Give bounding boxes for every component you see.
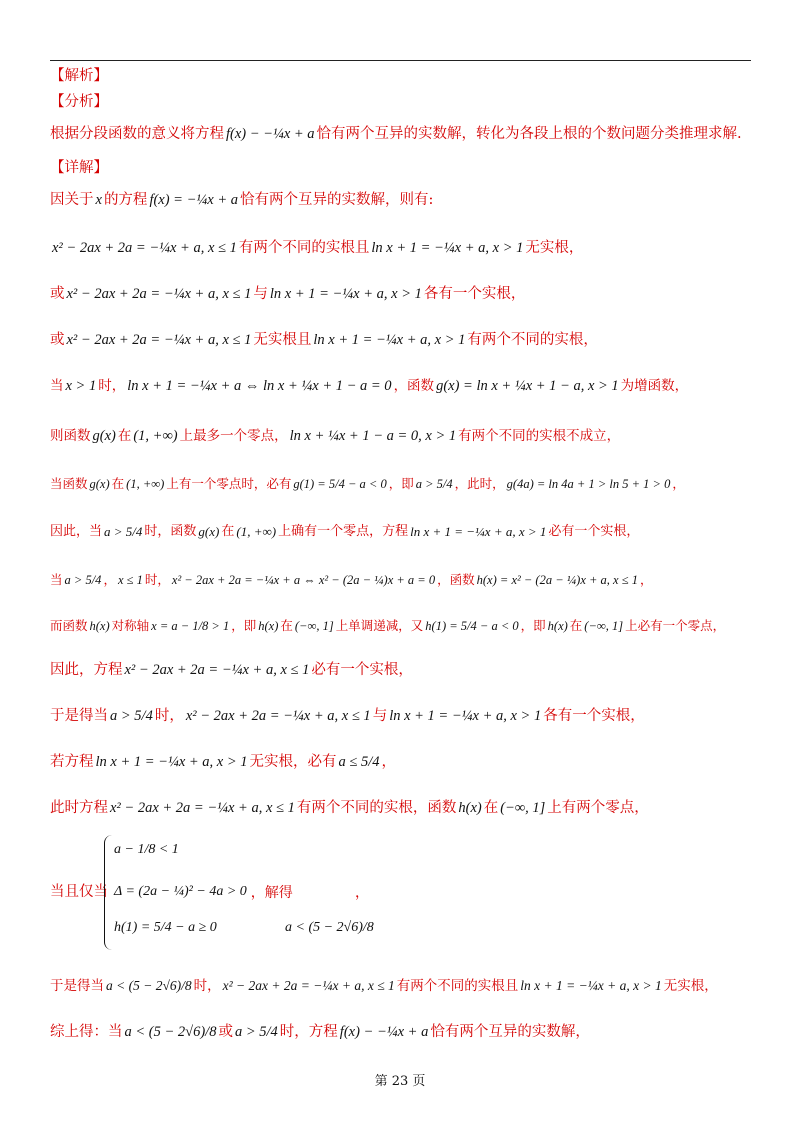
system-eq-1: a − 1/8 < 1 [114, 842, 179, 857]
analysis-line: 根据分段函数的意义将方程 f(x) − −¼x + a 恰有两个互异的实数解，转化为各段上根的个数问题分类推理求解. [50, 126, 742, 142]
step-line-7: 当函数 g(x) 在 (1, +∞) 上有一个零点时，必有 g(1) = 5/4 − a < 0 ，即 a > 5/4 ，此时， g(4a) = ln 4a + 1 > ln 5 + 1 > 0 ， [50, 476, 685, 491]
step-line-10: 而函数 h(x) 对称轴 x = a − 1/8 > 1 ，即 h(x) 在 (−∞, 1] 上单调递减，又 h(1) = 5/4 − a < 0 ，即 h(x) 在 (−∞, 1] 上必有一个零点， [50, 618, 726, 633]
step-line-13: 若方程 ln x + 1 = −¼x + a, x > 1 无实根，必有 a ≤ 5/4 ， [50, 754, 397, 770]
step-line-4: 或 x² − 2ax + 2a = −¼x + a, x ≤ 1 无实根且 ln x + 1 = −¼x + a, x > 1 有两个不同的实根， [50, 332, 598, 348]
step-line-3: 或 x² − 2ax + 2a = −¼x + a, x ≤ 1 与 ln x + 1 = −¼x + a, x > 1 各有一个实根， [50, 286, 526, 302]
system-eq-3: h(1) = 5/4 − a ≥ 0 [114, 920, 217, 935]
system-eq-2: Δ = (2a − ¼)² − 4a > 0 ，解得 [114, 884, 293, 901]
conclusion-line: 综上得：当 a < (5 − 2√6)/8 或 a > 5/4 时，方程 f(x) − −¼x + a 恰有两个互异的实数解， [50, 1024, 590, 1040]
page-number: 第 23 页 [374, 1074, 426, 1089]
step-line-11: 因此，方程 x² − 2ax + 2a = −¼x + a, x ≤ 1 必有一个实根， [50, 662, 413, 678]
top-rule [50, 60, 751, 61]
system-result: a < (5 − 2√6)/8 [285, 920, 374, 935]
step-line-9: 当 a > 5/4 ， x ≤ 1 时， x² − 2ax + 2a = −¼x + a ⇔ x² − (2a − ¼)x + a = 0 ，函数 h(x) = x² − (2a − ¼)x + a, x ≤ 1 ， [50, 572, 653, 587]
step-line-14: 此时方程 x² − 2ax + 2a = −¼x + a, x ≤ 1 有两个不同的实根，函数 h(x) 在 (−∞, 1] 上有两个零点， [50, 800, 649, 816]
step-line-8: 因此，当 a > 5/4 时，函数 g(x) 在 (1, +∞) 上确有一个零点，方程 ln x + 1 = −¼x + a, x > 1 必有一个实根， [50, 524, 640, 539]
step-line-15: 于是得当 a < (5 − 2√6)/8 时， x² − 2ax + 2a = −¼x + a, x ≤ 1 有两个不同的实根且 ln x + 1 = −¼x + a, x > 1 无实根， [50, 978, 718, 994]
step-line-5: 当 x > 1 时， ln x + 1 = −¼x + a ⇔ ln x + ¼x + 1 − a = 0 ，函数 g(x) = ln x + ¼x + 1 − a, x > 1 为增函数， [50, 378, 689, 394]
heading-xiangjie: 【详解】 [50, 160, 108, 176]
step-line-6: 则函数 g(x) 在 (1, +∞) 上最多一个零点， ln x + ¼x + 1 − a = 0, x > 1 有两个不同的实根不成立， [50, 428, 621, 444]
heading-jiexi: 【解析】 [50, 68, 108, 84]
system-comma: ， [355, 886, 369, 901]
step-line-1: 因关于 x 的方程 f(x) = −¼x + a 恰有两个互异的实数解，则有: [50, 192, 434, 208]
step-line-12: 于是得当 a > 5/4 时， x² − 2ax + 2a = −¼x + a, x ≤ 1 与 ln x + 1 = −¼x + a, x > 1 各有一个实根， [50, 708, 645, 724]
heading-fenxi: 【分析】 [50, 94, 108, 110]
step-line-2: x² − 2ax + 2a = −¼x + a, x ≤ 1 有两个不同的实根且 ln x + 1 = −¼x + a, x > 1 无实根， [52, 240, 584, 256]
system-lead: 当且仅当 [50, 884, 108, 900]
